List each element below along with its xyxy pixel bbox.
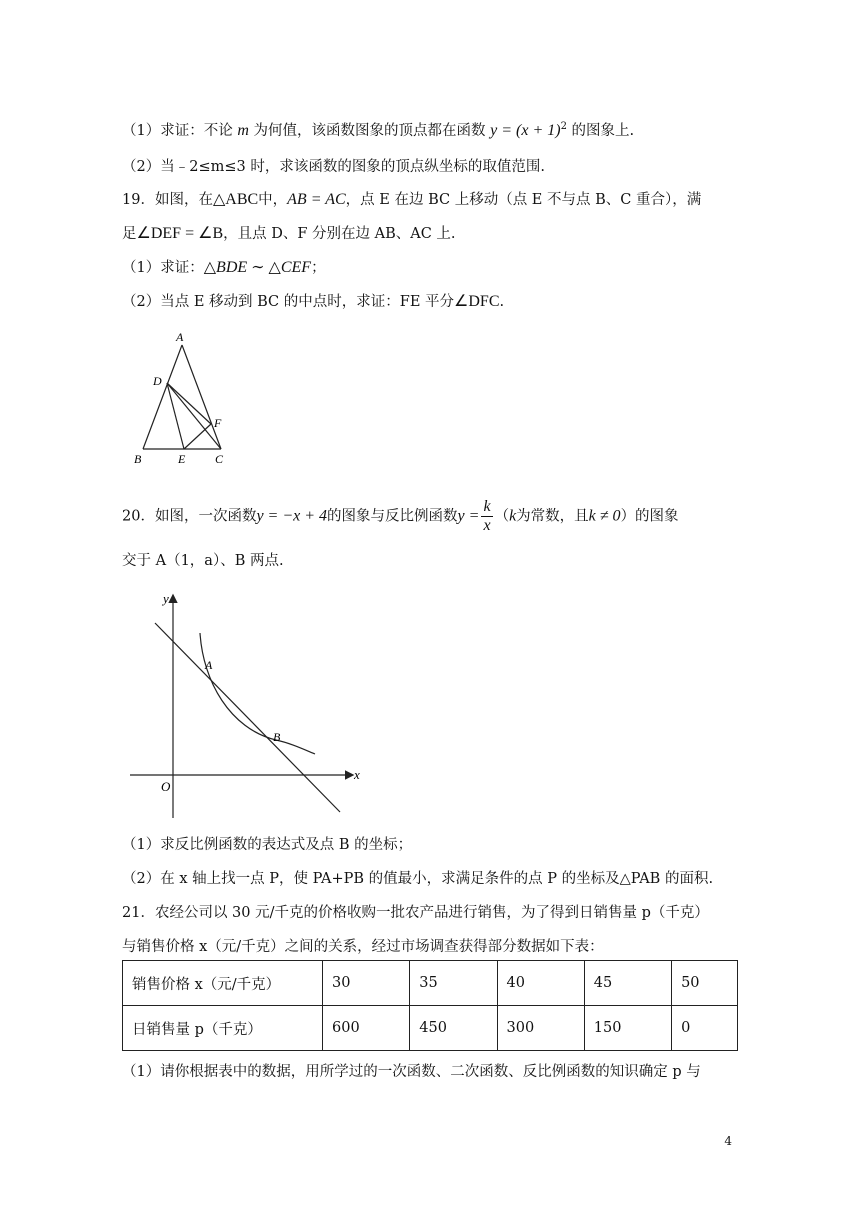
q21-line1: 21．农经公司以 30 元/千克的价格收购一批农产品进行销售，为了得到日销售量 p（千克） [122, 905, 709, 921]
table-cell: 600 [323, 1006, 410, 1051]
segment-EF [184, 424, 211, 449]
label-A: A [176, 330, 184, 344]
inverse-function-curve [200, 633, 315, 754]
page-number: 4 [724, 1134, 732, 1148]
label-x-axis: x [354, 767, 360, 782]
fraction-k-over-x: $\frac{k}{x}$ [483, 498, 491, 534]
label-C: C [215, 452, 224, 466]
triangle-figure [130, 328, 240, 470]
q18-part1: （1）求证：不论 m 为何值，该函数图象的顶点都在函数 $y = (x + 1)^2$ 的图象上. [122, 121, 635, 139]
q20-part2: （2）在 x 轴上找一点 P，使 PA+PB 的值最小，求满足条件的点 P 的坐标及△PAB 的面积. [122, 871, 714, 887]
q21-part1: （1）请你根据表中的数据，用所学过的一次函数、二次函数、反比例函数的知识确定 p 与 [122, 1064, 701, 1080]
q19-part1: （1）求证：△BDE ∼ △CEF； [122, 259, 326, 276]
q18-part2: （2）当﹣2≤m≤3 时，求该函数的图象的顶点纵坐标的取值范围. [122, 159, 545, 175]
label-E: E [178, 452, 186, 466]
label-B: B [134, 452, 142, 466]
q19-line2: 足∠DEF = ∠B，且点 D、F 分别在边 AB、AC 上. [122, 225, 456, 242]
label-origin: O [161, 779, 171, 794]
table-cell: 30 [323, 961, 410, 1006]
label-point-A: A [205, 658, 213, 672]
table-row [123, 1006, 738, 1051]
q19-line1: 19．如图，在△ABC中，AB = AC，点 E 在边 BC 上移动（点 E 不与点 B、C 重合），满 [122, 191, 702, 208]
table-row-label: 销售价格 x（元/千克） [123, 961, 323, 1006]
label-D: D [153, 374, 162, 388]
linear-function-line [155, 623, 340, 812]
table-row [123, 961, 738, 1006]
table-cell: 150 [584, 1006, 671, 1051]
q21-line2: 与销售价格 x（元/千克）之间的关系，经过市场调查获得部分数据如下表： [122, 939, 604, 955]
table-cell: 0 [672, 1006, 738, 1051]
table-cell: 40 [497, 961, 584, 1006]
q20-line2: 交于 A（1，a）、B 两点. [122, 553, 284, 569]
table-cell: 45 [584, 961, 671, 1006]
label-y-axis: y [163, 591, 169, 606]
q19-part2: （2）当点 E 移动到 BC 的中点时，求证：FE 平分∠DFC. [122, 293, 505, 310]
q20-line1: 20．如图，一次函数y = −x + 4的图象与反比例函数y = $\frac{k}{x}$ （k为常数，且k ≠ 0）的图象 [122, 498, 679, 534]
label-F: F [214, 416, 222, 430]
segment-AB [143, 345, 182, 449]
function-graph-figure [120, 586, 370, 822]
sales-data-table [122, 960, 738, 1051]
label-point-B: B [273, 730, 281, 744]
q20-part1: （1）求反比例函数的表达式及点 B 的坐标； [122, 837, 413, 853]
table-cell: 450 [410, 1006, 497, 1051]
table-row-label: 日销售量 p（千克） [123, 1006, 323, 1051]
table-cell: 35 [410, 961, 497, 1006]
table-cell: 300 [497, 1006, 584, 1051]
table-cell: 50 [672, 961, 738, 1006]
